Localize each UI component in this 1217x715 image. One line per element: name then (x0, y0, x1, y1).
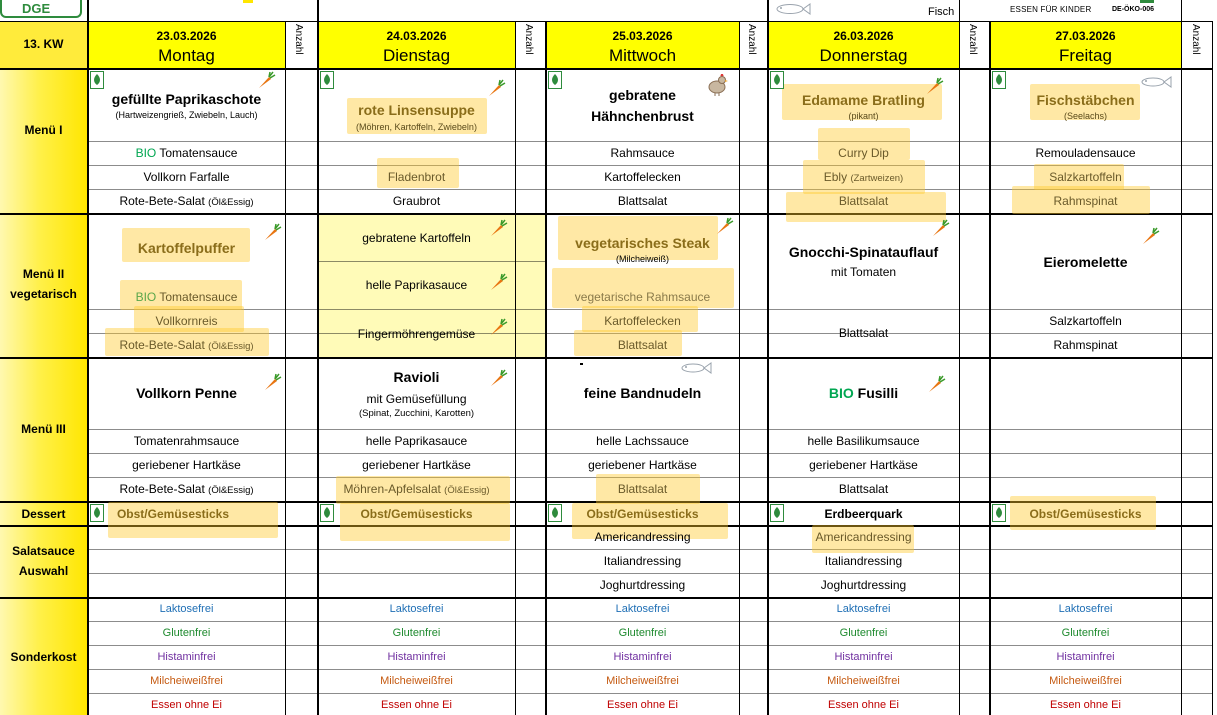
sonderkost-item: Laktosefrei (1058, 603, 1113, 615)
fish-icon (1140, 76, 1172, 88)
menu3-tue-side3: Möhren-Apfelsalat (Öl&Essig) (343, 482, 490, 496)
row-label-sonderkost: Sonderkost (10, 650, 77, 664)
menu1-wed-side2: Kartoffelecken (604, 170, 681, 184)
sonderkost-item: Milcheiweißfrei (380, 675, 453, 687)
menu1-thu-main: Edamame Bratling (802, 92, 925, 108)
menu3-wed-side2: geriebener Hartkäse (588, 458, 697, 472)
anzahl-header: Anzahl (293, 24, 304, 55)
dressing-thu-1: Americandressing (815, 530, 912, 544)
menu1-wed-side1: Rahmsauce (610, 146, 675, 160)
fisch-label: Fisch (928, 6, 955, 18)
menu3-wed-side1: helle Lachssauce (596, 434, 689, 448)
kinder-label: ESSEN FÜR KINDER (1010, 5, 1092, 14)
sonderkost-item: Histaminfrei (1056, 651, 1115, 663)
menu3-thu-side1: helle Basilikumsauce (807, 434, 920, 448)
row-label-salat-sub: Auswahl (18, 564, 69, 578)
dge-logo: DGE (0, 0, 82, 18)
row-label-menu2-sub: vegetarisch (10, 287, 77, 301)
menu3-mon-side1: Tomatenrahmsauce (133, 434, 240, 448)
menu3-tue-side2: geriebener Hartkäse (362, 458, 471, 472)
day-name: Freitag (1059, 46, 1112, 65)
menu3-tue-sub2: (Spinat, Zucchini, Karotten) (358, 408, 475, 419)
row-label-salat: Salatsauce (12, 544, 75, 558)
anzahl-header: Anzahl (1190, 24, 1201, 55)
sonderkost-item: Essen ohne Ei (828, 699, 899, 711)
dge-leaf-icon (770, 71, 784, 89)
menu2-wed-side1: vegetarische Rahmsauce (574, 290, 711, 304)
week-label: 13. KW (23, 37, 64, 51)
menu3-wed-side3: Blattsalat (617, 482, 668, 496)
dessert-mon: Obst/Gemüsesticks (116, 507, 230, 521)
menu3-tue-side1: helle Paprikasauce (365, 434, 468, 448)
day-name: Donnerstag (819, 46, 908, 65)
dessert-wed: Obst/Gemüsesticks (586, 507, 699, 521)
dge-leaf-icon (320, 71, 334, 89)
day-name: Dienstag (382, 46, 451, 65)
dressing-thu-3: Joghurtdressing (820, 578, 907, 592)
menu3-mon-side2: geriebener Hartkäse (132, 458, 241, 472)
menu1-mon-sub: (Hartweizengrieß, Zwiebeln, Lauch) (115, 110, 258, 120)
sonderkost-item: Glutenfrei (618, 627, 667, 639)
sonderkost-item: Milcheiweißfrei (827, 675, 900, 687)
menu1-mon-side3: Rote-Bete-Salat (Öl&Essig) (119, 194, 254, 208)
dessert-tue: Obst/Gemüsesticks (360, 507, 473, 521)
dge-leaf-icon (992, 71, 1006, 89)
menu1-tue-side2: Fladenbrot (387, 170, 446, 184)
menu3-tue-sub1: mit Gemüsefüllung (366, 392, 467, 406)
sonderkost-item: Glutenfrei (392, 627, 441, 639)
day-date: 27.03.2026 (1055, 29, 1116, 43)
dge-leaf-icon (90, 71, 104, 89)
menu3-thu-side2: geriebener Hartkäse (809, 458, 918, 472)
sonderkost-item: Laktosefrei (159, 603, 214, 615)
menu2-wed-main: vegetarisches Steak (575, 235, 710, 251)
menu1-fri-main: Fischstäbchen (1036, 92, 1135, 108)
day-date: 24.03.2026 (386, 29, 447, 43)
menu1-thu-sub: (pikant) (848, 111, 879, 121)
menu2-fri-side1: Salzkartoffeln (1049, 314, 1122, 328)
row-label-dessert: Dessert (21, 507, 66, 521)
day-date: 25.03.2026 (612, 29, 673, 43)
sonderkost-item: Milcheiweißfrei (150, 675, 223, 687)
menu1-mon-main: gefüllte Paprikaschote (111, 91, 262, 107)
menu1-fri-side2: Salzkartoffeln (1049, 170, 1122, 184)
menu3-mon-side3: Rote-Bete-Salat (Öl&Essig) (119, 482, 254, 496)
menu2-wed-sub: (Milcheiweiß) (615, 254, 669, 264)
fish-icon (680, 362, 712, 374)
day-date: 23.03.2026 (156, 29, 217, 43)
carrot-icon (1140, 226, 1160, 246)
dressing-thu-2: Italiandressing (824, 554, 903, 568)
menu3-mon-main: Vollkorn Penne (136, 385, 237, 401)
row-label-menu1: Menü I (24, 123, 63, 137)
sonderkost-item: Essen ohne Ei (381, 699, 452, 711)
sonderkost-item: Histaminfrei (834, 651, 893, 663)
menu3-thu-main: BIO Fusilli (828, 385, 899, 401)
menu1-fri-side1: Remouladensauce (1035, 146, 1136, 160)
oeko-label: DE-ÖKO-006 (1112, 6, 1155, 13)
row-label-menu2: Menü II (22, 267, 65, 281)
menu1-mon-side2: Vollkorn Farfalle (143, 170, 230, 184)
menu1-wed-side3: Blattsalat (617, 194, 668, 208)
menu1-tue-sub: (Möhren, Kartoffeln, Zwiebeln) (356, 122, 477, 132)
menu2-fri-side2: Rahmspinat (1053, 338, 1118, 352)
sonderkost-item: Laktosefrei (615, 603, 670, 615)
menu2-mon-side1: BIO Tomatensauce (135, 290, 238, 304)
dessert-thu: Erdbeerquark (824, 507, 903, 521)
carrot-icon (262, 222, 282, 242)
menu2-wed-side2: Kartoffelecken (604, 314, 681, 328)
day-name: Montag (158, 46, 215, 65)
dressing-wed-3: Joghurtdressing (599, 578, 686, 592)
menu1-mon-side1: BIO Tomatensauce (135, 146, 238, 160)
menu2-mon-side2: Vollkornreis (155, 314, 218, 328)
menu1-tue-main: rote Linsensuppe (358, 102, 475, 118)
menu1-fri-sub: (Seelachs) (1063, 111, 1108, 121)
menu2-thu-sub: mit Tomaten (830, 265, 897, 279)
sonderkost-item: Histaminfrei (613, 651, 672, 663)
carrot-icon (486, 78, 506, 98)
carrot-icon (256, 70, 276, 90)
dressing-wed-1: Americandressing (594, 530, 691, 544)
sonderkost-item: Laktosefrei (389, 603, 444, 615)
anzahl-header: Anzahl (967, 24, 978, 55)
menu2-mon-main: Kartoffelpuffer (137, 240, 236, 256)
menu1-tue-side3: Graubrot (392, 194, 441, 208)
dessert-fri: Obst/Gemüsesticks (1029, 507, 1142, 521)
fish-icon (772, 2, 812, 16)
menu2-tue-c1: gebratene Kartoffeln (362, 231, 471, 245)
menu3-thu-side3: Blattsalat (838, 482, 889, 496)
sonderkost-item: Essen ohne Ei (151, 699, 222, 711)
menu2-fri-main: Eieromelette (1043, 254, 1128, 270)
dressing-wed-2: Italiandressing (603, 554, 682, 568)
sonderkost-item: Glutenfrei (1061, 627, 1110, 639)
menu2-thu-side: Blattsalat (838, 326, 889, 340)
sonderkost-item: Glutenfrei (839, 627, 888, 639)
anzahl-header: Anzahl (746, 24, 757, 55)
menu3-wed-main: feine Bandnudeln (583, 385, 702, 401)
menu2-mon-side3: Rote-Bete-Salat (Öl&Essig) (119, 338, 254, 352)
day-name: Mittwoch (608, 46, 677, 65)
sonderkost-item: Histaminfrei (387, 651, 446, 663)
menu1-fri-side3: Rahmspinat (1053, 194, 1118, 208)
menu2-tue-c2: helle Paprikasauce (365, 278, 468, 292)
menu1-thu-side3: Blattsalat (838, 194, 889, 208)
day-date: 26.03.2026 (833, 29, 894, 43)
menu3-tue-main: Ravioli (393, 369, 440, 385)
menu2-wed-side3: Blattsalat (617, 338, 668, 352)
carrot-icon (714, 216, 734, 236)
sonderkost-item: Essen ohne Ei (1050, 699, 1121, 711)
row-label-menu3: Menü III (21, 422, 66, 436)
sonderkost-item: Glutenfrei (162, 627, 211, 639)
sonderkost-item: Laktosefrei (836, 603, 891, 615)
menu1-wed-main: gebratene (609, 87, 676, 103)
menu1-thu-side2: Ebly (Zartweizen) (823, 170, 904, 184)
menu2-tue-c3: Fingermöhrengemüse (357, 327, 476, 341)
sonderkost-item: Essen ohne Ei (607, 699, 678, 711)
carrot-icon (930, 218, 950, 238)
menu1-thu-side1: Curry Dip (838, 146, 889, 160)
menu2-thu-main: Gnocchi-Spinatauflauf (788, 244, 939, 260)
sonderkost-item: Milcheiweißfrei (606, 675, 679, 687)
dge-leaf-icon (548, 71, 562, 89)
anzahl-header: Anzahl (523, 24, 534, 55)
sonderkost-item: Milcheiweißfrei (1049, 675, 1122, 687)
menu1-wed-main2: Hähnchenbrust (591, 108, 694, 124)
sonderkost-item: Histaminfrei (157, 651, 216, 663)
